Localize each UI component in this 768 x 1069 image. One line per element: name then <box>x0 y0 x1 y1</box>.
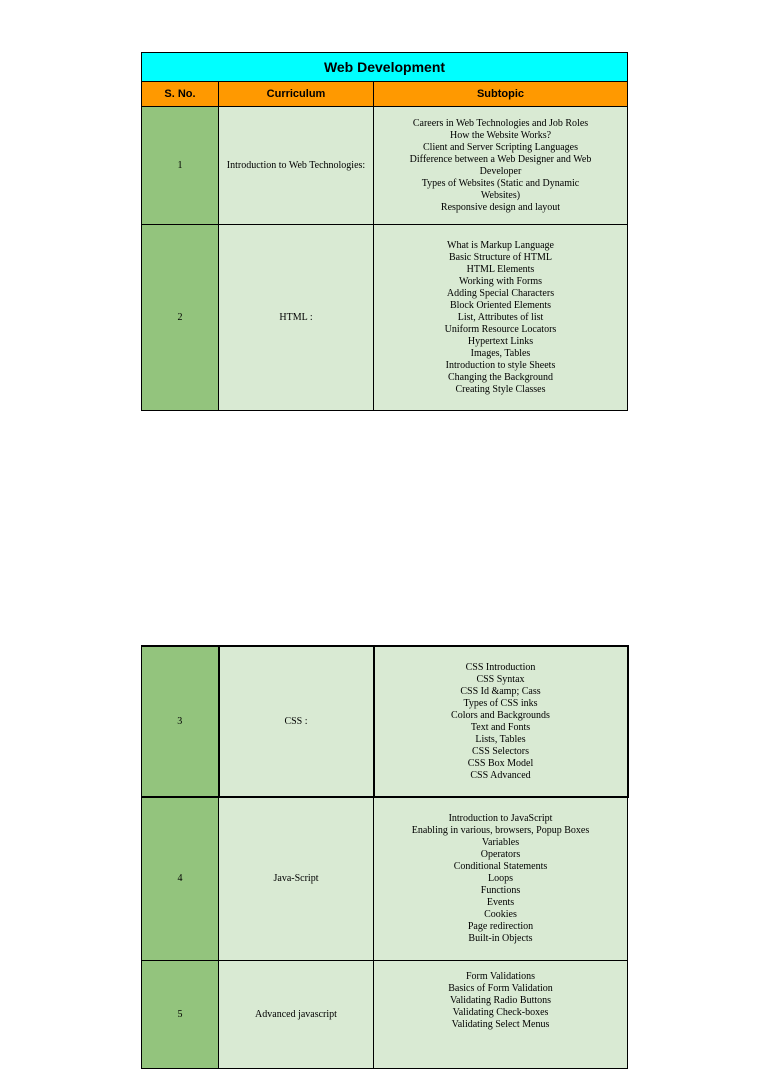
subtopic-item: Built-in Objects <box>468 932 533 944</box>
subtopic-item: Events <box>486 896 515 908</box>
table-row <box>142 646 628 797</box>
subtopic-item: Careers in Web Technologies and Job Roles <box>412 117 589 129</box>
curriculum-cell: Introduction to Web Technologies: <box>219 107 374 225</box>
header-sno: S. No. <box>142 82 219 107</box>
subtopic-item: Enabling in various, browsers, Popup Boxes <box>411 824 590 836</box>
subtopic-item: Colors and Backgrounds <box>451 709 550 721</box>
subtopic-item: List, Attributes of list <box>457 311 544 323</box>
subtopic-cell <box>374 107 628 225</box>
subtopic-item: Developer <box>479 165 522 177</box>
subtopic-item: CSS Syntax <box>476 673 525 685</box>
subtopic-item: Functions <box>480 884 521 896</box>
header-subtopic: Subtopic <box>374 82 628 107</box>
subtopic-item: Validating Check-boxes <box>452 1006 549 1018</box>
subtopic-item: Responsive design and layout <box>440 201 561 213</box>
subtopic-item: Working with Forms <box>458 275 543 287</box>
curriculum-table-part-2 <box>141 645 629 1069</box>
subtopic-item: What is Markup Language <box>447 239 554 251</box>
header-curriculum: Curriculum <box>219 82 374 107</box>
subtopic-item: Text and Fonts <box>470 721 531 733</box>
curriculum-cell: Advanced javascript <box>219 960 374 1068</box>
subtopic-item: Hypertext Links <box>467 335 534 347</box>
table-row <box>142 107 628 225</box>
subtopic-item: Introduction to JavaScript <box>448 812 553 824</box>
subtopic-item: Websites) <box>480 189 521 201</box>
subtopic-item: Validating Radio Buttons <box>449 994 552 1006</box>
subtopic-item: Loops <box>488 872 513 884</box>
subtopic-item: Changing the Background <box>448 371 553 383</box>
subtopic-item: Lists, Tables <box>475 733 526 745</box>
subtopic-cell <box>374 646 628 797</box>
subtopic-item: Operators <box>480 848 521 860</box>
subtopic-item: Basics of Form Validation <box>448 982 553 994</box>
subtopic-item: Creating Style Classes <box>455 383 546 395</box>
curriculum-cell: CSS : <box>219 646 374 797</box>
subtopic-item: Client and Server Scripting Languages <box>423 141 578 153</box>
subtopic-cell <box>374 797 628 960</box>
sno-cell: 3 <box>142 646 219 797</box>
curriculum-table-part-1 <box>141 52 628 411</box>
subtopic-item: Conditional Statements <box>453 860 548 872</box>
subtopic-cell <box>374 960 628 1068</box>
curriculum-cell: Java-Script <box>219 797 374 960</box>
subtopic-item: CSS Advanced <box>470 769 531 781</box>
table-row <box>142 797 628 960</box>
table-row <box>142 225 628 411</box>
subtopic-item: Types of Websites (Static and Dynamic <box>421 177 580 189</box>
subtopic-item: Images, Tables <box>470 347 531 359</box>
sno-cell: 2 <box>142 225 219 411</box>
subtopic-item: Form Validations <box>466 970 535 982</box>
subtopic-item: How the Website Works? <box>449 129 552 141</box>
subtopic-item: CSS Selectors <box>472 745 529 757</box>
subtopic-item: Cookies <box>484 908 517 920</box>
table-header-row <box>142 82 628 107</box>
sno-cell: 1 <box>142 107 219 225</box>
subtopic-item: CSS Id &amp; Cass <box>460 685 541 697</box>
subtopic-item: CSS Box Model <box>467 757 534 769</box>
subtopic-item: Uniform Resource Locators <box>444 323 557 335</box>
table-title: Web Development <box>142 53 628 82</box>
table-title-row <box>142 53 628 82</box>
subtopic-item: Adding Special Characters <box>446 287 555 299</box>
curriculum-cell: HTML : <box>219 225 374 411</box>
subtopic-item: Types of CSS inks <box>463 697 538 709</box>
subtopic-cell <box>374 225 628 411</box>
sno-cell: 4 <box>142 797 219 960</box>
subtopic-item: Validating Select Menus <box>451 1018 550 1030</box>
subtopic-item: CSS Introduction <box>465 661 536 673</box>
subtopic-item: Basic Structure of HTML <box>448 251 553 263</box>
subtopic-item: Page redirection <box>467 920 534 932</box>
sno-cell: 5 <box>142 960 219 1068</box>
subtopic-item: Variables <box>481 836 520 848</box>
subtopic-item: HTML Elements <box>466 263 535 275</box>
subtopic-item: Block Oriented Elements <box>449 299 552 311</box>
table-row <box>142 960 628 1068</box>
subtopic-item: Introduction to style Sheets <box>445 359 556 371</box>
subtopic-item: Difference between a Web Designer and Web <box>409 153 592 165</box>
